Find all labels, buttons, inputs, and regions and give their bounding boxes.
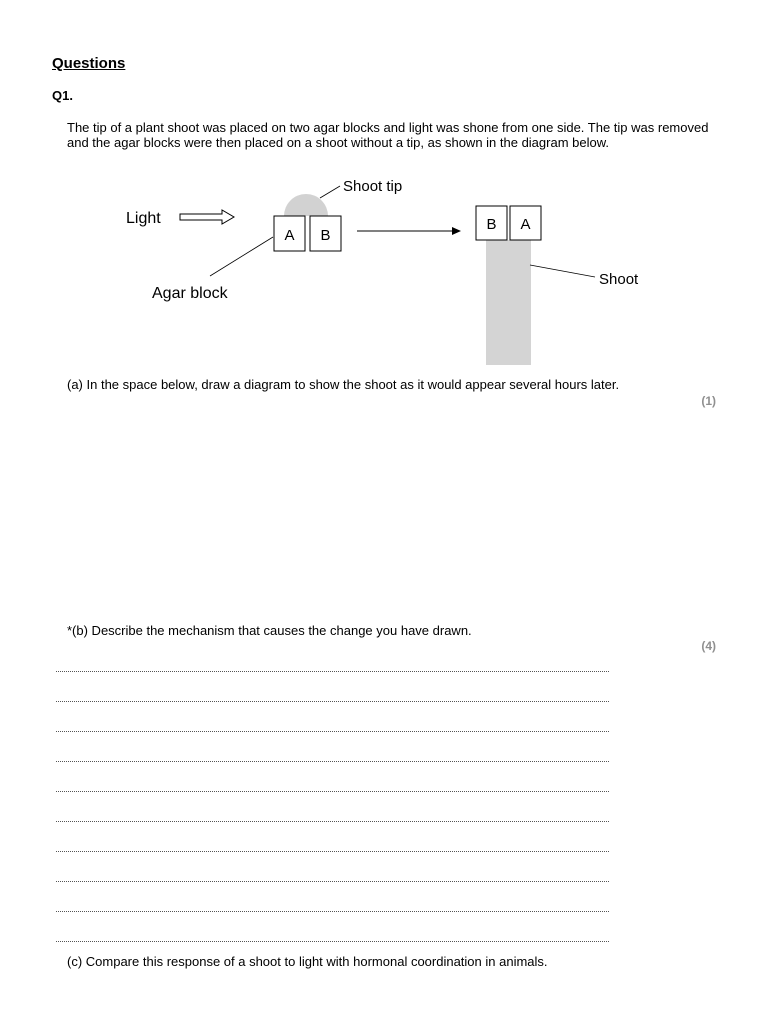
answer-line[interactable] bbox=[56, 671, 609, 672]
decapitated-shoot bbox=[486, 240, 531, 365]
transfer-arrow-head bbox=[452, 227, 461, 235]
page-heading: Questions bbox=[52, 55, 126, 72]
shoot-label: Shoot bbox=[599, 271, 639, 288]
shoot-pointer bbox=[530, 265, 595, 277]
part-b-marks: (4) bbox=[701, 639, 716, 653]
agar-block-label-a-right: A bbox=[520, 216, 531, 233]
question-number: Q1. bbox=[52, 88, 73, 103]
answer-line[interactable] bbox=[56, 731, 609, 732]
agar-block-label-a-left: A bbox=[284, 227, 295, 244]
part-c-question: (c) Compare this response of a shoot to light with hormonal coordination in animals. bbox=[67, 954, 548, 969]
answer-line[interactable] bbox=[56, 911, 609, 912]
part-a-marks: (1) bbox=[701, 394, 716, 408]
agar-block-label-b-left: B bbox=[320, 227, 331, 244]
answer-line[interactable] bbox=[56, 941, 609, 942]
shoot-tip-label: Shoot tip bbox=[343, 178, 403, 195]
answer-line[interactable] bbox=[56, 821, 609, 822]
answer-line[interactable] bbox=[56, 761, 609, 762]
answer-line[interactable] bbox=[56, 881, 609, 882]
experiment-diagram bbox=[110, 170, 670, 370]
light-arrow bbox=[180, 210, 234, 224]
answer-line[interactable] bbox=[56, 701, 609, 702]
agar-block-label-b-right: B bbox=[486, 216, 497, 233]
question-intro: The tip of a plant shoot was placed on two agar blocks and light was shone from one side. The tip was removed and the agar blocks were then placed on a shoot without a tip, as shown in the diagram below. bbox=[67, 120, 709, 150]
light-label: Light bbox=[126, 210, 161, 227]
agar-block-pointer bbox=[210, 237, 273, 276]
part-a-question: (a) In the space below, draw a diagram to show the shoot as it would appear several hours later. bbox=[67, 377, 620, 392]
answer-line[interactable] bbox=[56, 851, 609, 852]
agar-block-label: Agar block bbox=[152, 285, 228, 302]
part-b-question: *(b) Describe the mechanism that causes the change you have drawn. bbox=[67, 623, 472, 638]
answer-line[interactable] bbox=[56, 791, 609, 792]
shoot-tip-pointer bbox=[320, 186, 340, 198]
